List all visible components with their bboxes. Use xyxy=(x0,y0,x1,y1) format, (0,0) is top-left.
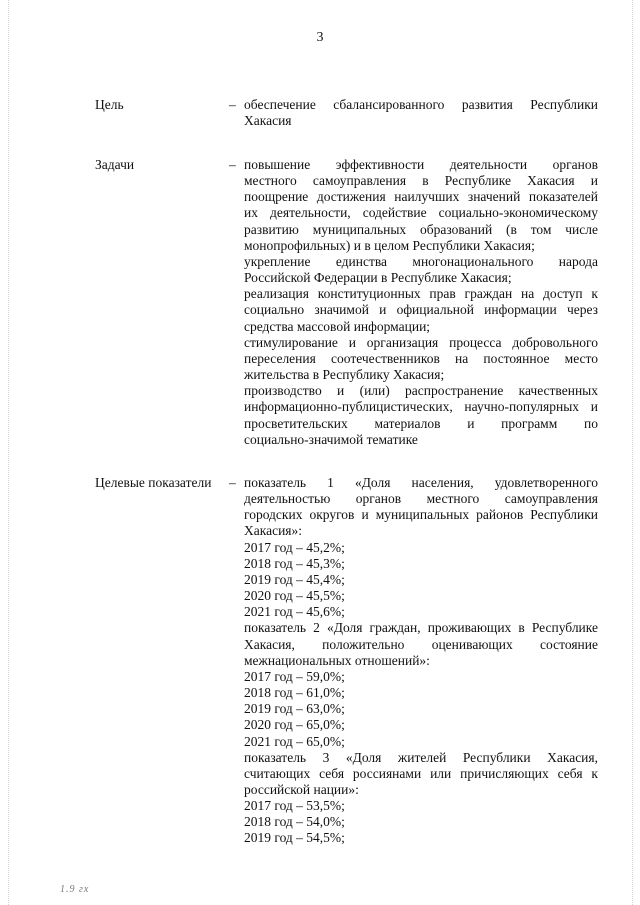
text-line: 2017 год – 45,2%; xyxy=(244,539,345,555)
text-line: показатель 2 «Доля граждан, проживающих в Республике xyxy=(244,620,598,636)
text-line: российской нации»: xyxy=(244,781,359,797)
text-line: обеспечение сбалансированного развития Республики xyxy=(244,97,598,112)
text-line: 2019 год – 63,0%; xyxy=(244,701,345,717)
text-line: поощрение достижения наилучших значений показателей xyxy=(244,189,598,205)
text-line: Российской Федерации в Республике Хакасия; xyxy=(244,270,512,286)
text-line: 2019 год – 54,5%; xyxy=(244,830,345,846)
section-body-target-indicators xyxy=(244,475,598,847)
text-line: 2018 год – 61,0%; xyxy=(244,685,345,701)
text-line: показатель 3 «Доля жителей Республики Хакасия, xyxy=(244,749,598,765)
text-line: реализация конституционных прав граждан на доступ к xyxy=(244,286,598,302)
section-label-goal: Цель xyxy=(95,97,124,112)
text-line: 2021 год – 45,6%; xyxy=(244,604,345,620)
text-line: 2020 год – 65,0%; xyxy=(244,717,345,733)
text-line: Хакасия»: xyxy=(244,523,303,539)
text-line: просветительских материалов и программ по xyxy=(244,415,598,431)
text-line: жительства в Республику Хакасия; xyxy=(244,367,445,383)
section-label-tasks: Задачи xyxy=(95,157,135,172)
section-dash: – xyxy=(229,475,236,490)
section-dash: – xyxy=(229,97,236,112)
text-line: межнациональных отношений»: xyxy=(244,652,430,668)
text-line: деятельностью органов местного самоуправления xyxy=(244,491,598,507)
text-line: производство и (или) распространение качественных xyxy=(244,383,598,399)
text-line: их деятельности, содействие социально-экономическому xyxy=(244,205,598,221)
section-body-goal xyxy=(244,97,598,129)
text-line: 2017 год – 59,0%; xyxy=(244,668,345,684)
text-line: Хакасия xyxy=(244,113,292,129)
text-line: показатель 1 «Доля населения, удовлетворенного xyxy=(244,475,598,490)
text-line: 2021 год – 65,0%; xyxy=(244,733,345,749)
text-line: 2019 год – 45,4%; xyxy=(244,571,345,587)
text-line: развитию муниципальных образований (в том числе xyxy=(244,221,598,237)
text-line: местного самоуправления в Республике Хакасия и xyxy=(244,173,598,189)
section-body-tasks xyxy=(244,157,598,448)
text-line: укрепление единства многонационального народа xyxy=(244,253,598,269)
page-number: 3 xyxy=(316,30,324,45)
text-line: социально значимой и официальной информации через xyxy=(244,302,598,318)
text-line: 2018 год – 54,0%; xyxy=(244,814,345,830)
text-line: городских округов и муниципальных районов Республики xyxy=(244,507,598,523)
right-margin-dots xyxy=(632,0,634,905)
text-line: 2018 год – 45,3%; xyxy=(244,555,345,571)
text-line: стимулирование и организация процесса добровольного xyxy=(244,334,598,350)
text-line: считающих себя россиянами или причисляющих себя к xyxy=(244,765,598,781)
text-line: повышение эффективности деятельности органов xyxy=(244,157,598,172)
text-line: монопрофильных) и в целом Республики Хакасия; xyxy=(244,237,535,253)
text-line: 2017 год – 53,5%; xyxy=(244,798,345,814)
text-line: 2020 год – 45,5%; xyxy=(244,588,345,604)
text-line: Хакасия, положительно оценивающих состояние xyxy=(244,636,598,652)
text-line: переселения соотечественников на постоянное место xyxy=(244,350,598,366)
left-margin-dots xyxy=(8,0,10,905)
text-line: информационно-публицистических, научно-популярных и xyxy=(244,399,598,415)
section-label-target-indicators: Целевые показатели xyxy=(95,475,212,490)
text-line: средства массовой информации; xyxy=(244,318,431,334)
footer-mark: 1.9 гх xyxy=(60,884,90,895)
text-line: социально-значимой тематике xyxy=(244,431,418,447)
section-dash: – xyxy=(229,157,236,172)
